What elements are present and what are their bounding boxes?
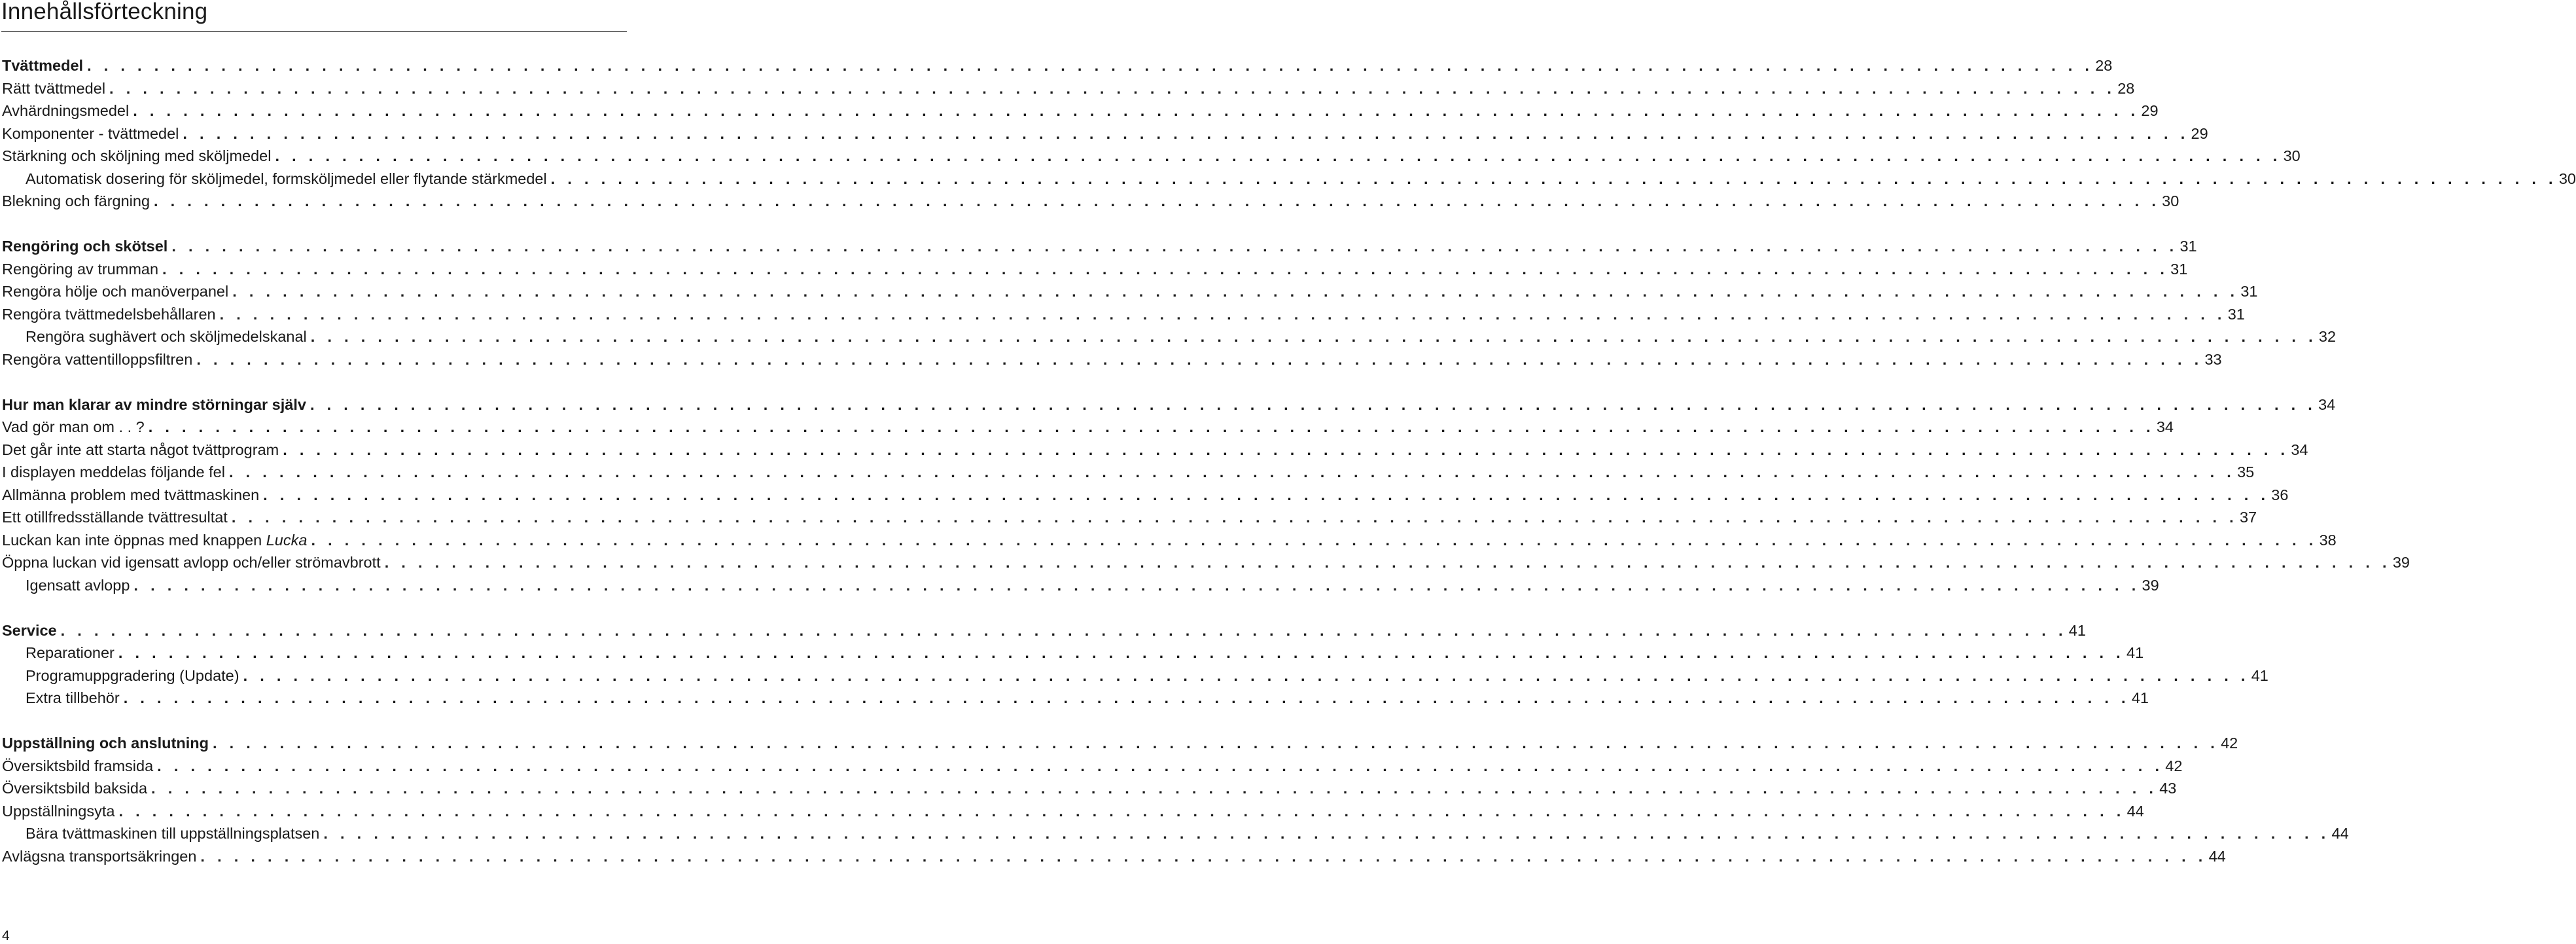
toc-entry[interactable] xyxy=(2,77,2135,100)
toc-entry[interactable] xyxy=(2,822,2349,845)
toc-entry-page-number: 42 xyxy=(2165,757,2183,774)
toc-entry-label: Allmänna problem med tvättmaskinen xyxy=(2,486,260,503)
page-number: 4 xyxy=(2,928,10,943)
dot-leader: . . . . . . . . . . . . . . . . . . . . . . . . . . . . . . . . . . . . . . . . . . . . . . . . . . . . . . . . . . . . . . . . . . . . . . . . . . . . . . . . . . . . . . . . . . . . . . . . . . . . . . . . . . . . . . . . . . . . . . . . xyxy=(87,57,2094,74)
dot-leader: . . . . . . . . . . . . . . . . . . . . . . . . . . . . . . . . . . . . . . . . . . . . . . . . . . . . . . . . . . . . . . . . . . . . . . . . . . . . . . . . . . . . . . . . . . . . . . . . . . . . . . . . . . . . . . . . . . . . . . . . xyxy=(219,305,2226,323)
toc-entry[interactable] xyxy=(2,461,2255,484)
toc-entry[interactable] xyxy=(2,145,2301,168)
toc-entry-page-number: 31 xyxy=(2179,238,2197,255)
toc-entry-page-number: 41 xyxy=(2068,621,2086,639)
toc-entry-label: Blekning och färgning xyxy=(2,192,150,209)
toc-entry-label: Översiktsbild baksida xyxy=(2,780,148,797)
toc-entry-label: Bära tvättmaskinen till uppställningsplatsen xyxy=(26,825,320,842)
toc-entry-page-number: 34 xyxy=(2318,395,2336,413)
toc-entry-label: Uppställning och anslutning xyxy=(2,735,209,752)
toc-entry[interactable] xyxy=(2,664,2268,687)
dot-leader: . . . . . . . . . . . . . . . . . . . . . . . . . . . . . . . . . . . . . . . . . . . . . . . . . . . . . . . . . . . . . . . . . . . . . . . . . . . . . . . . . . . . . . . . . . . . . . . . . . . . . . . . . . . . . . . . . . . . . . . . xyxy=(148,418,2155,435)
toc-entry[interactable] xyxy=(2,325,2337,348)
toc-entry-label: Extra tillbehör xyxy=(26,689,120,706)
toc-entry[interactable] xyxy=(2,529,2337,552)
toc-entry-page-number: 31 xyxy=(2227,305,2245,323)
toc-entry-label: Det går inte att starta något tvättprogram xyxy=(2,441,279,458)
toc-entry[interactable] xyxy=(2,348,2222,371)
toc-entry[interactable] xyxy=(2,100,2159,122)
dot-leader: . . . . . . . . . . . . . . . . . . . . . . . . . . . . . . . . . . . . . . . . . . . . . . . . . . . . . . . . . . . . . . . . . . . . . . . . . . . . . . . . . . . . . . . . . . . . . . . . . . . . . . . . . . . . . . . . . . . . . . . . xyxy=(275,147,2282,164)
toc-entry-label: Översiktsbild framsida xyxy=(2,757,154,774)
toc-entry-page-number: 41 xyxy=(2131,689,2149,706)
toc-entry-label: Rengöring av trumman xyxy=(2,260,159,278)
toc-entry[interactable] xyxy=(2,258,2188,281)
toc-entry-label: Komponenter - tvättmedel xyxy=(2,124,179,142)
toc-entry-label: Luckan kan inte öppnas med knappen Lucka xyxy=(2,531,308,549)
dot-leader: . . . . . . . . . . . . . . . . . . . . . . . . . . . . . . . . . . . . . . . . . . . . . . . . . . . . . . . . . . . . . . . . . . . . . . . . . . . . . . . . . . . . . . . . . . . . . . . . . . . . . . . . . . . . . . . . . . . . . . . . xyxy=(151,780,2158,797)
dot-leader: . . . . . . . . . . . . . . . . . . . . . . . . . . . . . . . . . . . . . . . . . . . . . . . . . . . . . . . . . . . . . . . . . . . . . . . . . . . . . . . . . . . . . . . . . . . . . . . . . . . . . . . . . . . . . . . . . . . . . . . . xyxy=(232,283,2239,300)
toc-entry[interactable] xyxy=(2,303,2245,326)
toc-entry-label: Öppna luckan vid igensatt avlopp och/eller strömavbrott xyxy=(2,554,381,571)
toc-entry-page-number: 36 xyxy=(2271,486,2289,503)
toc-entry-label: Avlägsna transportsäkringen xyxy=(2,847,197,865)
toc-entry[interactable] xyxy=(2,190,2179,213)
toc-section xyxy=(2,54,2576,213)
toc-entry-page-number: 34 xyxy=(2291,441,2308,458)
dot-leader: . . . . . . . . . . . . . . . . . . . . . . . . . . . . . . . . . . . . . . . . . . . . . . . . . . . . . . . . . . . . . . . . . . . . . . . . . . . . . . . . . . . . . . . . . . . . . . . . . . . . . . . . . . . . . . . . . . . . . . . . xyxy=(154,192,2161,209)
toc-heading-entry[interactable] xyxy=(2,393,2336,416)
toc-entry-page-number: 28 xyxy=(2117,79,2135,97)
dot-leader: . . . . . . . . . . . . . . . . . . . . . . . . . . . . . . . . . . . . . . . . . . . . . . . . . . . . . . . . . . . . . . . . . . . . . . . . . . . . . . . . . . . . . . . . . . . . . . . . . . . . . . . . . . . . . . . . . . . . . . . . xyxy=(310,328,2317,345)
toc-entry-label: Tvättmedel xyxy=(2,57,84,74)
dot-leader: . . . . . . . . . . . . . . . . . . . . . . . . . . . . . . . . . . . . . . . . . . . . . . . . . . . . . . . . . . . . . . . . . . . . . . . . . . . . . . . . . . . . . . . . . . . . . . . . . . . . . . . . . . . . . . . . . . . . . . . . xyxy=(311,531,2318,549)
table-of-contents xyxy=(2,54,2576,890)
toc-entry-label: Avhärdningsmedel xyxy=(2,102,130,119)
toc-entry-label: Rengöra hölje och manöverpanel xyxy=(2,283,229,300)
toc-entry-label: Vad gör man om . . ? xyxy=(2,418,145,435)
toc-entry-label: Rengöra sughävert och sköljmedelskanal xyxy=(26,328,307,345)
toc-entry-label: Rengöra tvättmedelsbehållaren xyxy=(2,305,216,323)
toc-entry-label: Rengöring och skötsel xyxy=(2,238,168,255)
toc-entry-label: Igensatt avlopp xyxy=(26,576,130,594)
toc-entry-label: Ett otillfredsställande tvättresultat xyxy=(2,509,228,526)
toc-entry-label: Rätt tvättmedel xyxy=(2,79,106,97)
dot-leader: . . . . . . . . . . . . . . . . . . . . . . . . . . . . . . . . . . . . . . . . . . . . . . . . . . . . . . . . . . . . . . . . . . . . . . . . . . . . . . . . . . . . . . . . . . . . . . . . . . . . . . . . . . . . . . . . . . . . . . . . xyxy=(323,825,2330,842)
toc-entry-label: Uppställningsyta xyxy=(2,802,115,820)
dot-leader: . . . . . . . . . . . . . . . . . . . . . . . . . . . . . . . . . . . . . . . . . . . . . . . . . . . . . . . . . . . . . . . . . . . . . . . . . . . . . . . . . . . . . . . . . . . . . . . . . . . . . . . . . . . . . . . . . . . . . . . . xyxy=(60,621,2067,639)
toc-entry-page-number: 39 xyxy=(2142,576,2159,594)
dot-leader: . . . . . . . . . . . . . . . . . . . . . . . . . . . . . . . . . . . . . . . . . . . . . . . . . . . . . . . . . . . . . . . . . . . . . . . . . . . . . . . . . . . . . . . . . . . . . . . . . . . . . . . . . . . . . . . . . . . . . . . . xyxy=(109,79,2116,97)
toc-entry-page-number: 41 xyxy=(2251,666,2268,684)
toc-entry[interactable] xyxy=(2,506,2257,529)
toc-entry[interactable] xyxy=(2,168,2576,191)
toc-entry-label: Reparationer xyxy=(26,644,115,661)
toc-section xyxy=(2,619,2268,710)
toc-entry-label: Automatisk dosering för sköljmedel, formsköljmedel eller flytande stärkmedel xyxy=(26,170,547,187)
toc-entry-page-number: 30 xyxy=(2558,170,2576,187)
toc-entry-page-number: 28 xyxy=(2095,57,2113,74)
toc-section xyxy=(2,235,2337,371)
toc-entry[interactable] xyxy=(2,800,2144,823)
dot-leader: . . . . . . . . . . . . . . . . . . . . . . . . . . . . . . . . . . . . . . . . . . . . . . . . . . . . . . . . . . . . . . . . . . . . . . . . . . . . . . . . . . . . . . . . . . . . . . . . . . . . . . . . . . . . . . . . . . . . . . . . xyxy=(263,486,2270,503)
dot-leader: . . . . . . . . . . . . . . . . . . . . . . . . . . . . . . . . . . . . . . . . . . . . . . . . . . . . . . . . . . . . . . . . . . . . . . . . . . . . . . . . . . . . . . . . . . . . . . . . . . . . . . . . . . . . . . . . . . . . . . . . xyxy=(309,395,2317,413)
toc-entry-page-number: 35 xyxy=(2237,463,2255,481)
toc-entry-page-number: 44 xyxy=(2126,802,2144,820)
toc-entry-page-number: 41 xyxy=(2126,644,2144,661)
dot-leader: . . . . . . . . . . . . . . . . . . . . . . . . . . . . . . . . . . . . . . . . . . . . . . . . . . . . . . . . . . . . . . . . . . . . . . . . . . . . . . . . . . . . . . . . . . . . . . . . . . . . . . . . . . . . . . . . . . . . . . . . xyxy=(212,735,2219,752)
toc-entry-page-number: 31 xyxy=(2170,260,2188,278)
title-divider xyxy=(1,31,627,32)
dot-leader: . . . . . . . . . . . . . . . . . . . . . . . . . . . . . . . . . . . . . . . . . . . . . . . . . . . . . . . . . . . . . . . . . . . . . . . . . . . . . . . . . . . . . . . . . . . . . . . . . . . . . . . . . . . . . . . . . . . . . . . . xyxy=(196,350,2203,368)
toc-entry-page-number: 42 xyxy=(2221,735,2238,752)
toc-entry[interactable] xyxy=(2,574,2159,597)
toc-entry-label: Stärkning och sköljning med sköljmedel xyxy=(2,147,272,164)
toc-entry-page-number: 37 xyxy=(2239,509,2257,526)
toc-entry-label: Rengöra vattentilloppsfiltren xyxy=(2,350,193,368)
toc-entry-page-number: 43 xyxy=(2159,780,2177,797)
dot-leader: . . . . . . . . . . . . . . . . . . . . . . . . . . . . . . . . . . . . . . . . . . . . . . . . . . . . . . . . . . . . . . . . . . . . . . . . . . . . . . . . . . . . . . . . . . . . . . . . . . . . . . . . . . . . . . . . . . . . . . . . xyxy=(171,238,2178,255)
page-title: Innehållsförteckning xyxy=(1,0,208,24)
toc-entry[interactable] xyxy=(2,416,2174,439)
toc-entry[interactable] xyxy=(2,439,2308,462)
dot-leader: . . . . . . . . . . . . . . . . . . . . . . . . . . . . . . . . . . . . . . . . . . . . . . . . . . . . . . . . . . . . . . . . . . . . . . . . . . . . . . . . . . . . . . . . . . . . . . . . . . . . . . . . . . . . . . . . . . . . . . . . xyxy=(123,689,2130,706)
toc-heading-entry[interactable] xyxy=(2,235,2197,258)
toc-entry-label: Programuppgradering (Update) xyxy=(26,666,239,684)
toc-entry[interactable] xyxy=(2,280,2258,303)
toc-entry-page-number: 30 xyxy=(2283,147,2301,164)
dot-leader: . . . . . . . . . . . . . . . . . . . . . . . . . . . . . . . . . . . . . . . . . . . . . . . . . . . . . . . . . . . . . . . . . . . . . . . . . . . . . . . . . . . . . . . . . . . . . . . . . . . . . . . . . . . . . . . . . . . . . . . . xyxy=(384,554,2391,571)
dot-leader: . . . . . . . . . . . . . . . . . . . . . . . . . . . . . . . . . . . . . . . . . . . . . . . . . . . . . . . . . . . . . . . . . . . . . . . . . . . . . . . . . . . . . . . . . . . . . . . . . . . . . . . . . . . . . . . . . . . . . . . . xyxy=(118,644,2125,661)
toc-heading-entry[interactable] xyxy=(2,619,2086,642)
dot-leader: . . . . . . . . . . . . . . . . . . . . . . . . . . . . . . . . . . . . . . . . . . . . . . . . . . . . . . . . . . . . . . . . . . . . . . . . . . . . . . . . . . . . . . . . . . . . . . . . . . . . . . . . . . . . . . . . . . . . . . . . xyxy=(157,757,2164,774)
dot-leader: . . . . . . . . . . . . . . . . . . . . . . . . . . . . . . . . . . . . . . . . . . . . . . . . . . . . . . . . . . . . . . . . . . . . . . . . . . . . . . . . . . . . . . . . . . . . . . . . . . . . . . . . . . . . . . . . . . . . . . . . xyxy=(283,441,2289,458)
dot-leader: . . . . . . . . . . . . . . . . . . . . . . . . . . . . . . . . . . . . . . . . . . . . . . . . . . . . . . . . . . . . . . . . . . . . . . . . . . . . . . . . . . . . . . . . . . . . . . . . . . . . . . . . . . . . . . . . . . . . . . . . xyxy=(133,102,2140,119)
dot-leader: . . . . . . . . . . . . . . . . . . . . . . . . . . . . . . . . . . . . . . . . . . . . . . . . . . . . . . . . . . . . . . . . . . . . . . . . . . . . . . . . . . . . . . . . . . . . . . . . . . . . . . . . . . . . . . . . . . . . . . . . xyxy=(243,666,2250,684)
dot-leader: . . . . . . . . . . . . . . . . . . . . . . . . . . . . . . . . . . . . . . . . . . . . . . . . . . . . . . . . . . . . . . . . . . . . . . . . . . . . . . . . . . . . . . . . . . . . . . . . . . . . . . . . . . . . . . . . . . . . . . . . xyxy=(550,170,2557,187)
toc-entry[interactable] xyxy=(2,777,2177,800)
toc-entry-label: Service xyxy=(2,621,57,639)
toc-entry[interactable] xyxy=(2,687,2149,710)
dot-leader: . . . . . . . . . . . . . . . . . . . . . . . . . . . . . . . . . . . . . . . . . . . . . . . . . . . . . . . . . . . . . . . . . . . . . . . . . . . . . . . . . . . . . . . . . . . . . . . . . . . . . . . . . . . . . . . . . . . . . . . . xyxy=(200,847,2207,865)
toc-heading-entry[interactable] xyxy=(2,54,2113,77)
toc-entry-page-number: 38 xyxy=(2319,531,2337,549)
toc-entry[interactable] xyxy=(2,755,2183,778)
toc-entry-page-number: 44 xyxy=(2331,825,2349,842)
toc-heading-entry[interactable] xyxy=(2,732,2238,755)
toc-entry[interactable] xyxy=(2,122,2208,145)
dot-leader: . . . . . . . . . . . . . . . . . . . . . . . . . . . . . . . . . . . . . . . . . . . . . . . . . . . . . . . . . . . . . . . . . . . . . . . . . . . . . . . . . . . . . . . . . . . . . . . . . . . . . . . . . . . . . . . . . . . . . . . . xyxy=(133,576,2140,594)
dot-leader: . . . . . . . . . . . . . . . . . . . . . . . . . . . . . . . . . . . . . . . . . . . . . . . . . . . . . . . . . . . . . . . . . . . . . . . . . . . . . . . . . . . . . . . . . . . . . . . . . . . . . . . . . . . . . . . . . . . . . . . . xyxy=(118,802,2125,820)
toc-entry-label: I displayen meddelas följande fel xyxy=(2,463,225,481)
toc-entry-page-number: 29 xyxy=(2191,124,2208,142)
toc-entry-page-number: 29 xyxy=(2141,102,2159,119)
toc-entry-page-number: 34 xyxy=(2156,418,2174,435)
toc-entry-page-number: 33 xyxy=(2204,350,2222,368)
button-name-emphasis: Lucka xyxy=(266,531,308,549)
toc-entry-page-number: 32 xyxy=(2318,328,2337,345)
toc-entry[interactable] xyxy=(2,845,2226,868)
toc-entry-page-number: 44 xyxy=(2208,847,2226,865)
toc-entry[interactable] xyxy=(2,551,2410,574)
toc-section xyxy=(2,393,2410,597)
toc-entry[interactable] xyxy=(2,484,2289,507)
dot-leader: . . . . . . . . . . . . . . . . . . . . . . . . . . . . . . . . . . . . . . . . . . . . . . . . . . . . . . . . . . . . . . . . . . . . . . . . . . . . . . . . . . . . . . . . . . . . . . . . . . . . . . . . . . . . . . . . . . . . . . . . xyxy=(228,463,2236,481)
dot-leader: . . . . . . . . . . . . . . . . . . . . . . . . . . . . . . . . . . . . . . . . . . . . . . . . . . . . . . . . . . . . . . . . . . . . . . . . . . . . . . . . . . . . . . . . . . . . . . . . . . . . . . . . . . . . . . . . . . . . . . . . xyxy=(231,509,2238,526)
toc-section xyxy=(2,732,2349,867)
toc-entry[interactable] xyxy=(2,642,2144,664)
toc-entry-page-number: 31 xyxy=(2240,283,2258,300)
dot-leader: . . . . . . . . . . . . . . . . . . . . . . . . . . . . . . . . . . . . . . . . . . . . . . . . . . . . . . . . . . . . . . . . . . . . . . . . . . . . . . . . . . . . . . . . . . . . . . . . . . . . . . . . . . . . . . . . . . . . . . . . xyxy=(183,124,2189,142)
dot-leader: . . . . . . . . . . . . . . . . . . . . . . . . . . . . . . . . . . . . . . . . . . . . . . . . . . . . . . . . . . . . . . . . . . . . . . . . . . . . . . . . . . . . . . . . . . . . . . . . . . . . . . . . . . . . . . . . . . . . . . . . xyxy=(162,260,2169,278)
toc-entry-page-number: 39 xyxy=(2392,554,2410,571)
toc-entry-page-number: 30 xyxy=(2162,192,2179,209)
toc-entry-label: Hur man klarar av mindre störningar själv xyxy=(2,395,306,413)
